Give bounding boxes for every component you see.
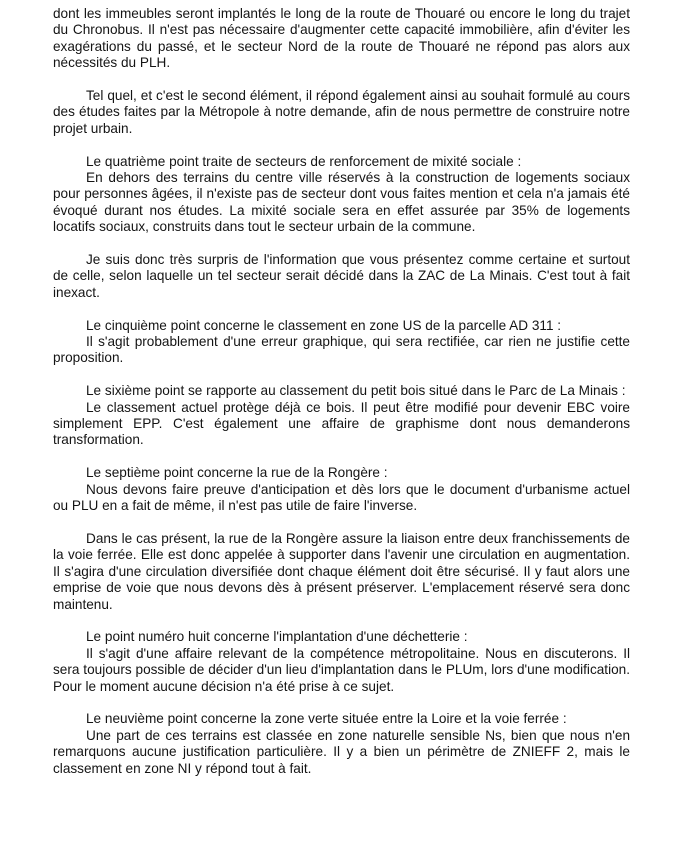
point-heading: Le point numéro huit concerne l'implantation d'une déchetterie :: [86, 629, 468, 645]
paragraph-5: [53, 318, 630, 367]
paragraph-line: Tel quel, et c'est le second élément, il répond également ainsi au souhait formulé au cours des études faites par la Métropole à notre demande, afin de nous permettre de construire notre projet urbain.: [53, 88, 630, 136]
paragraph-6: [53, 383, 630, 449]
paragraph-8: [53, 531, 630, 613]
point-heading: Le quatrième point traite de secteurs de renforcement de mixité sociale :: [86, 153, 522, 169]
paragraph-3: [53, 154, 630, 236]
paragraph-line: Il s'agit d'une affaire relevant de la compétence métropolitaine. Nous en discuterons. Il sera toujours possible de décider d'un lieu d'implantation dans le PLUm, lors d'une modification. Pour le moment aucune décision n'a été prise à ce sujet.: [53, 645, 630, 694]
point-heading: Le cinquième point concerne le classement en zone US de la parcelle AD 311 :: [86, 317, 562, 333]
paragraph-line: dont les immeubles seront implantés le long de la route de Thouaré ou encore le long du trajet du Chronobus. Il n'est pas nécessaire d'augmenter cette capacité immobilière, afin d'éviter les exagérations du passé, et le secteur Nord de la route de Thouaré ne répond pas alors aux nécessités du PLH.: [53, 6, 630, 71]
paragraph-1: [53, 6, 630, 72]
paragraph-2: [53, 88, 630, 137]
paragraph-line: Je suis donc très surpris de l'information que vous présentez comme certaine et surtout de celle, selon laquelle un tel secteur serait décidé dans la ZAC de La Minais. C'est tout à fait inexact.: [53, 252, 630, 300]
point-heading: Le sixième point se rapporte au classement du petit bois situé dans le Parc de La Minais :: [86, 383, 626, 399]
paragraph-line: Il s'agit probablement d'une erreur graphique, qui sera rectifiée, car rien ne justifie cette proposition.: [53, 334, 630, 366]
paragraph-4: [53, 252, 630, 301]
paragraph-9: [53, 629, 630, 695]
paragraph-line: Dans le cas présent, la rue de la Rongère assure la liaison entre deux franchissements de la voie ferrée. Elle est donc appelée à supporter dans l'avenir une circulation en augmentation. Il s'agira d'une circulation diversifiée dont chaque élément doit être sécurisé. Il y faut alors une emprise de voie que nous devons dès à présent préserver. L'emplacement réservé sera donc maintenu.: [53, 530, 630, 612]
paragraph-line: En dehors des terrains du centre ville réservés à la construction de logements sociaux pour personnes âgées, il n'existe pas de secteur dont vous faites mention et cela n'a jamais été évoqué durant nos études. La mixité sociale sera en effet assurée par 35% de logements locatifs sociaux, construits dans tout le secteur urbain de la commune.: [53, 170, 630, 235]
paragraph-line: Nous devons faire preuve d'anticipation et dès lors que le document d'urbanisme actuel ou PLU en a fait de même, il n'est pas utile de faire l'inverse.: [53, 481, 630, 514]
paragraph-7: [53, 465, 630, 514]
point-heading: Le septième point concerne la rue de la Rongère :: [86, 465, 388, 481]
paragraph-line: Le classement actuel protège déjà ce bois. Il peut être modifié pour devenir EBC voire simplement EPP. C'est également une affaire de graphisme dont nous demanderons transformation.: [53, 399, 630, 448]
paragraph-line: Une part de ces terrains est classée en zone naturelle sensible Ns, bien que nous n'en remarquons aucune justification particulière. Il y a bien un périmètre de ZNIEFF 2, mais le classement en zone NI y répond tout à fait.: [53, 727, 630, 776]
point-heading: Le neuvième point concerne la zone verte située entre la Loire et la voie ferrée :: [86, 711, 567, 727]
paragraph-10: [53, 711, 630, 777]
